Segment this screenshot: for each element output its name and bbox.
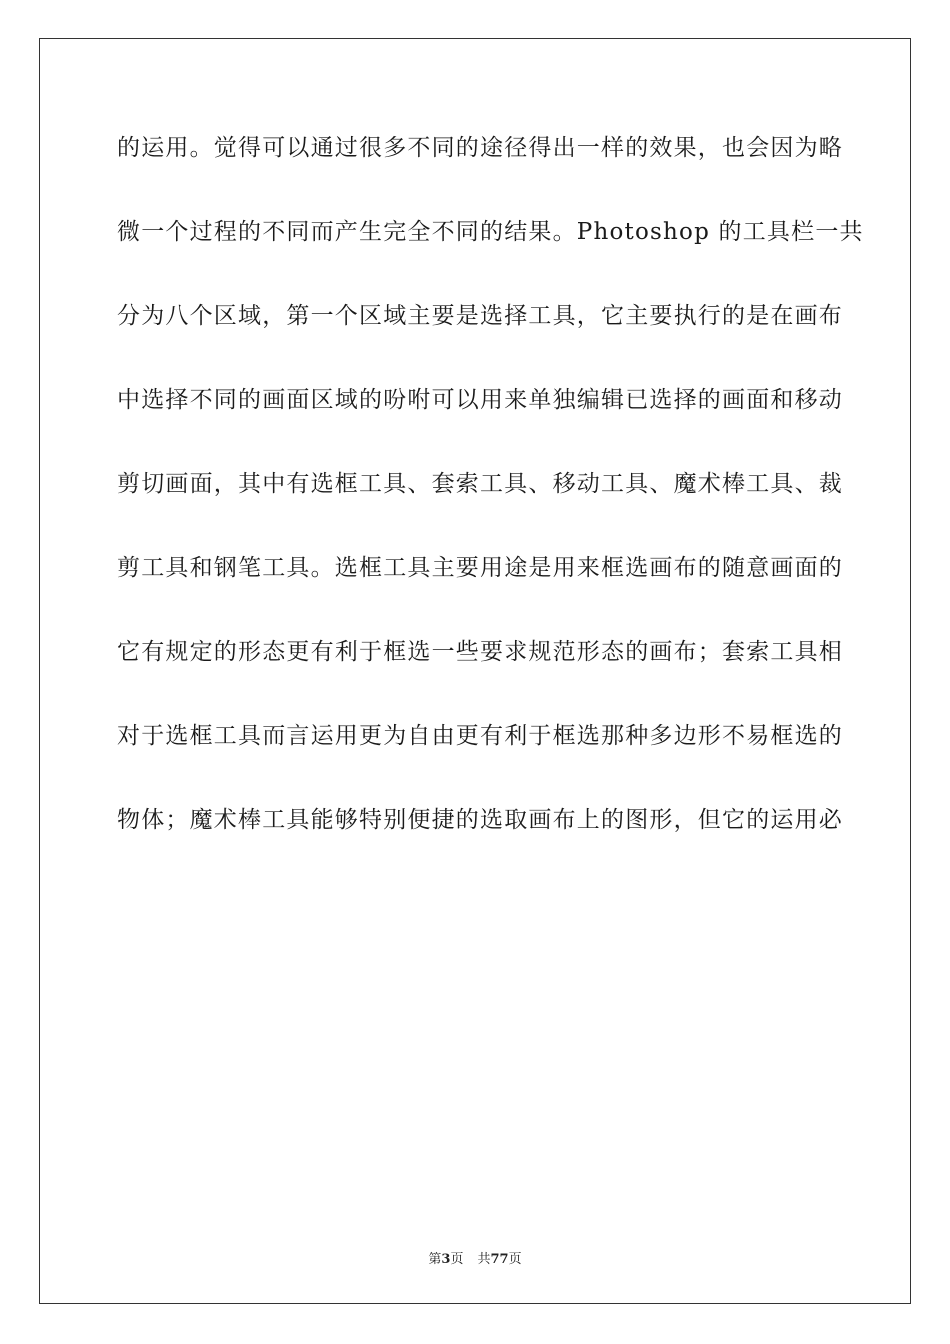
total-pages: 77: [490, 1252, 509, 1267]
page-prefix: 第: [428, 1252, 442, 1267]
page-number: 3: [441, 1252, 451, 1267]
text-line-6: 剪工具和钢笔工具。选框工具主要用途是用来框选画布的随意画面的: [117, 555, 843, 581]
total-prefix: 共: [477, 1252, 491, 1267]
text-line-2: 微一个过程的不同而产生完全不同的结果。Photoshop 的工具栏一共: [117, 219, 864, 245]
page-suffix: 页: [450, 1252, 464, 1267]
text-line-3: 分为八个区域，第一个区域主要是选择工具，它主要执行的是在画布: [117, 303, 843, 329]
text-line-8: 对于选框工具而言运用更为自由更有利于框选那种多边形不易框选的: [117, 723, 843, 749]
text-line-4: 中选择不同的画面区域的吩咐可以用来单独编辑已选择的画面和移动: [117, 387, 843, 413]
text-line-1: 的运用。觉得可以通过很多不同的途径得出一样的效果，也会因为略: [117, 135, 843, 161]
body-text: [117, 124, 864, 880]
text-line-9: 物体；魔术棒工具能够特别便捷的选取画布上的图形，但它的运用必: [117, 807, 843, 833]
text-line-7: 它有规定的形态更有利于框选一些要求规范形态的画布；套索工具相: [117, 639, 843, 665]
page-footer: [0, 1248, 950, 1267]
total-suffix: 页: [508, 1252, 522, 1267]
text-line-5: 剪切画面，其中有选框工具、套索工具、移动工具、魔术棒工具、裁: [117, 471, 843, 497]
